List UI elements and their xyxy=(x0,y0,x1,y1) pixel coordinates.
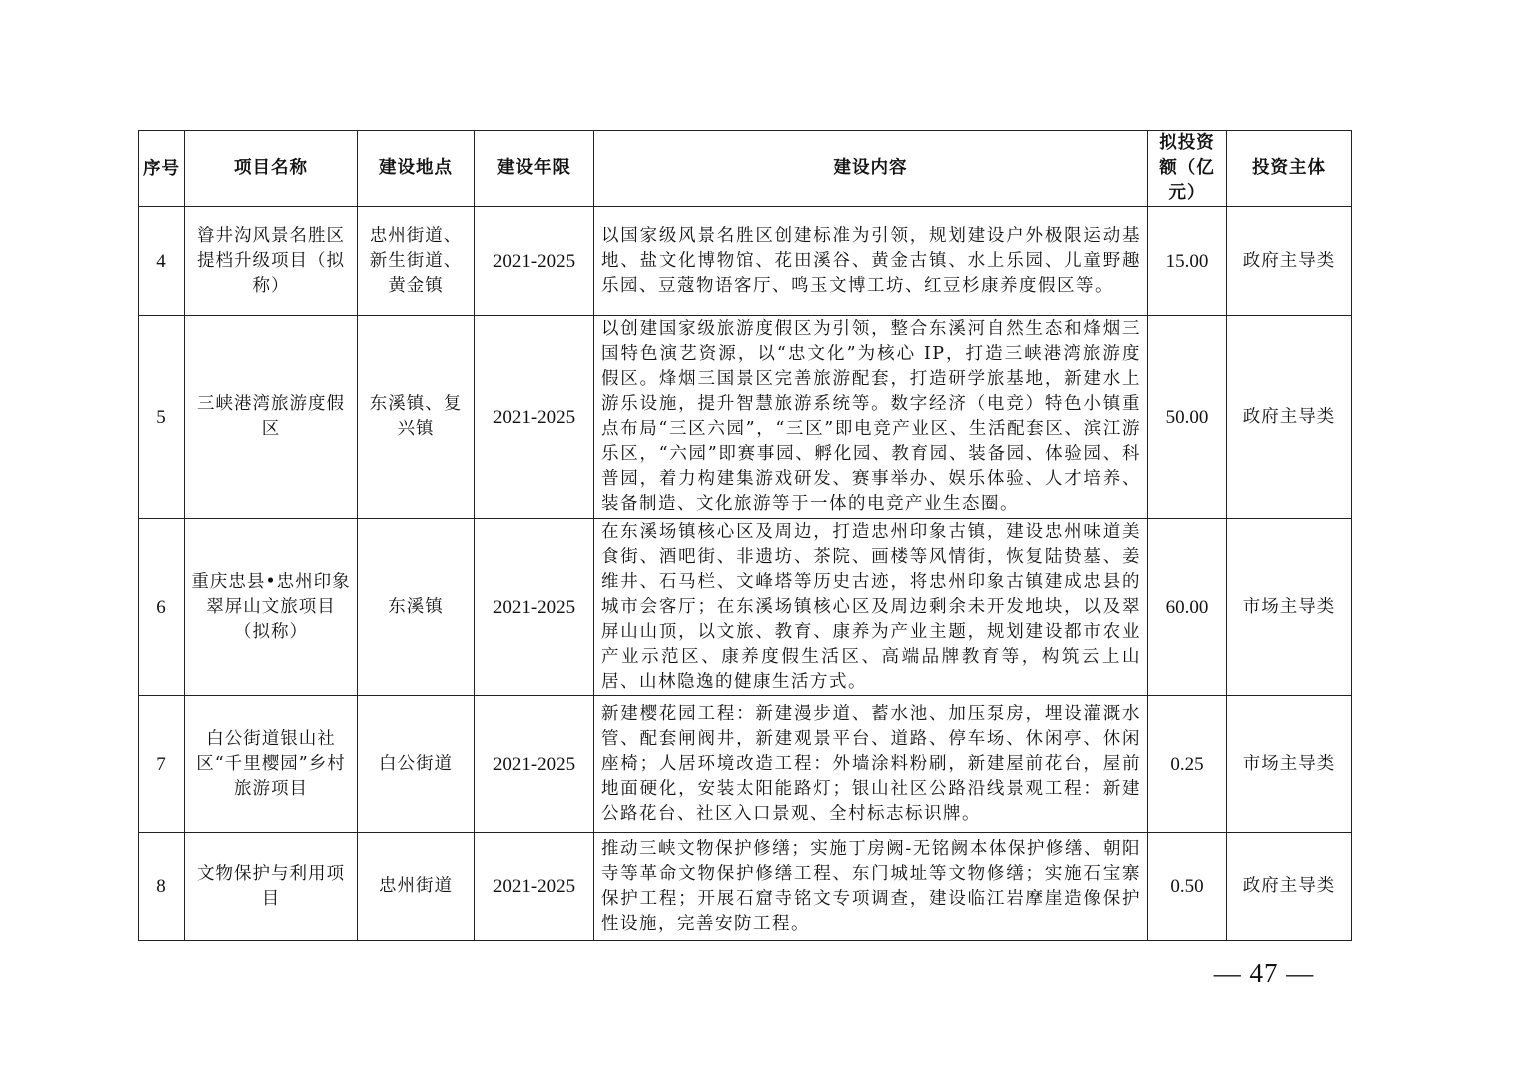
row-seq: 7 xyxy=(139,696,185,833)
row-seq: 5 xyxy=(139,316,185,519)
row-project-name: 三峡港湾旅游度假区 xyxy=(185,316,358,519)
row-period: 2021-2025 xyxy=(475,833,594,941)
table-row xyxy=(139,316,1352,519)
header-period: 建设年限 xyxy=(475,131,594,207)
row-content: 以创建国家级旅游度假区为引领，整合东溪河自然生态和烽烟三国特色演艺资源，以“忠文化”为核心 IP，打造三峡港湾旅游度假区。烽烟三国景区完善旅游配套，打造研学旅基地，新建水上游乐设施，提升智慧旅游系统等。数字经济（电竞）特色小镇重点布局“三区六园”，“三区”即电竞产业区、生活配套区、滨江游乐区，“六园”即赛事园、孵化园、教育园、装备园、体验园、科普园，着力构建集游戏研发、赛事举办、娱乐体验、人才培养、装备制造、文化旅游等于一体的电竞产业生态圈。 xyxy=(594,316,1148,519)
table-header-row xyxy=(139,131,1352,207)
row-location: 白公街道 xyxy=(358,696,475,833)
header-project-name: 项目名称 xyxy=(185,131,358,207)
row-seq: 4 xyxy=(139,207,185,316)
row-period: 2021-2025 xyxy=(475,207,594,316)
row-entity: 政府主导类 xyxy=(1227,207,1352,316)
table-row xyxy=(139,519,1352,696)
row-entity: 政府主导类 xyxy=(1227,833,1352,941)
row-content: 推动三峡文物保护修缮；实施丁房阙-无铭阙本体保护修缮、朝阳寺等革命文物保护修缮工程、东门城址等文物修缮；实施石宝寨保护工程；开展石窟寺铭文专项调查，建设临江岩摩崖造像保护性设施，完善安防工程。 xyxy=(594,833,1148,941)
row-entity: 政府主导类 xyxy=(1227,316,1352,519)
row-investment: 0.25 xyxy=(1148,696,1227,833)
row-project-name: 文物保护与利用项目 xyxy=(185,833,358,941)
row-investment: 50.00 xyxy=(1148,316,1227,519)
page-number: — 47 — xyxy=(1213,958,1315,988)
row-seq: 6 xyxy=(139,519,185,696)
row-location: 忠州街道 xyxy=(358,833,475,941)
project-table xyxy=(138,130,1352,941)
row-period: 2021-2025 xyxy=(475,696,594,833)
table-row xyxy=(139,207,1352,316)
table-row xyxy=(139,833,1352,941)
row-entity: 市场主导类 xyxy=(1227,519,1352,696)
row-investment: 0.50 xyxy=(1148,833,1227,941)
row-content: 在东溪场镇核心区及周边，打造忠州印象古镇，建设忠州味道美食街、酒吧街、非遗坊、茶院、画楼等风情街，恢复陆贽墓、姜维井、石马栏、文峰塔等历史古迹，将忠州印象古镇建成忠县的城市会客厅；在东溪场镇核心区及周边剩余未开发地块，以及翠屏山山顶，以文旅、教育、康养为产业主题，规划建设都市农业产业示范区、康养度假生活区、高端品牌教育等，构筑云上山居、山林隐逸的健康生活方式。 xyxy=(594,519,1148,696)
row-period: 2021-2025 xyxy=(475,316,594,519)
header-investment: 拟投资额（亿元） xyxy=(1148,131,1227,207)
row-location: 东溪镇 xyxy=(358,519,475,696)
row-project-name: 白公街道银山社区“千里樱园”乡村旅游项目 xyxy=(185,696,358,833)
header-entity: 投资主体 xyxy=(1227,131,1352,207)
table-row xyxy=(139,696,1352,833)
row-location: 忠州街道、新生街道、黄金镇 xyxy=(358,207,475,316)
row-project-name: 重庆忠县•忠州印象翠屏山文旅项目（拟称） xyxy=(185,519,358,696)
header-seq: 序号 xyxy=(139,131,185,207)
row-entity: 市场主导类 xyxy=(1227,696,1352,833)
row-project-name: 㽏井沟风景名胜区提档升级项目（拟称） xyxy=(185,207,358,316)
row-investment: 15.00 xyxy=(1148,207,1227,316)
row-period: 2021-2025 xyxy=(475,519,594,696)
row-location: 东溪镇、复兴镇 xyxy=(358,316,475,519)
header-location: 建设地点 xyxy=(358,131,475,207)
row-content: 新建樱花园工程：新建漫步道、蓄水池、加压泵房，埋设灌溉水管、配套闸阀井，新建观景平台、道路、停车场、休闲亭、休闲座椅；人居环境改造工程：外墙涂料粉刷，新建屋前花台，屋前地面硬化，安装太阳能路灯；银山社区公路沿线景观工程：新建公路花台、社区入口景观、全村标志标识牌。 xyxy=(594,696,1148,833)
row-investment: 60.00 xyxy=(1148,519,1227,696)
row-content: 以国家级风景名胜区创建标准为引领，规划建设户外极限运动基地、盐文化博物馆、花田溪谷、黄金古镇、水上乐园、儿童野趣乐园、豆蔻物语客厅、鸣玉文博工坊、红豆杉康养度假区等。 xyxy=(594,207,1148,316)
header-content: 建设内容 xyxy=(594,131,1148,207)
row-seq: 8 xyxy=(139,833,185,941)
